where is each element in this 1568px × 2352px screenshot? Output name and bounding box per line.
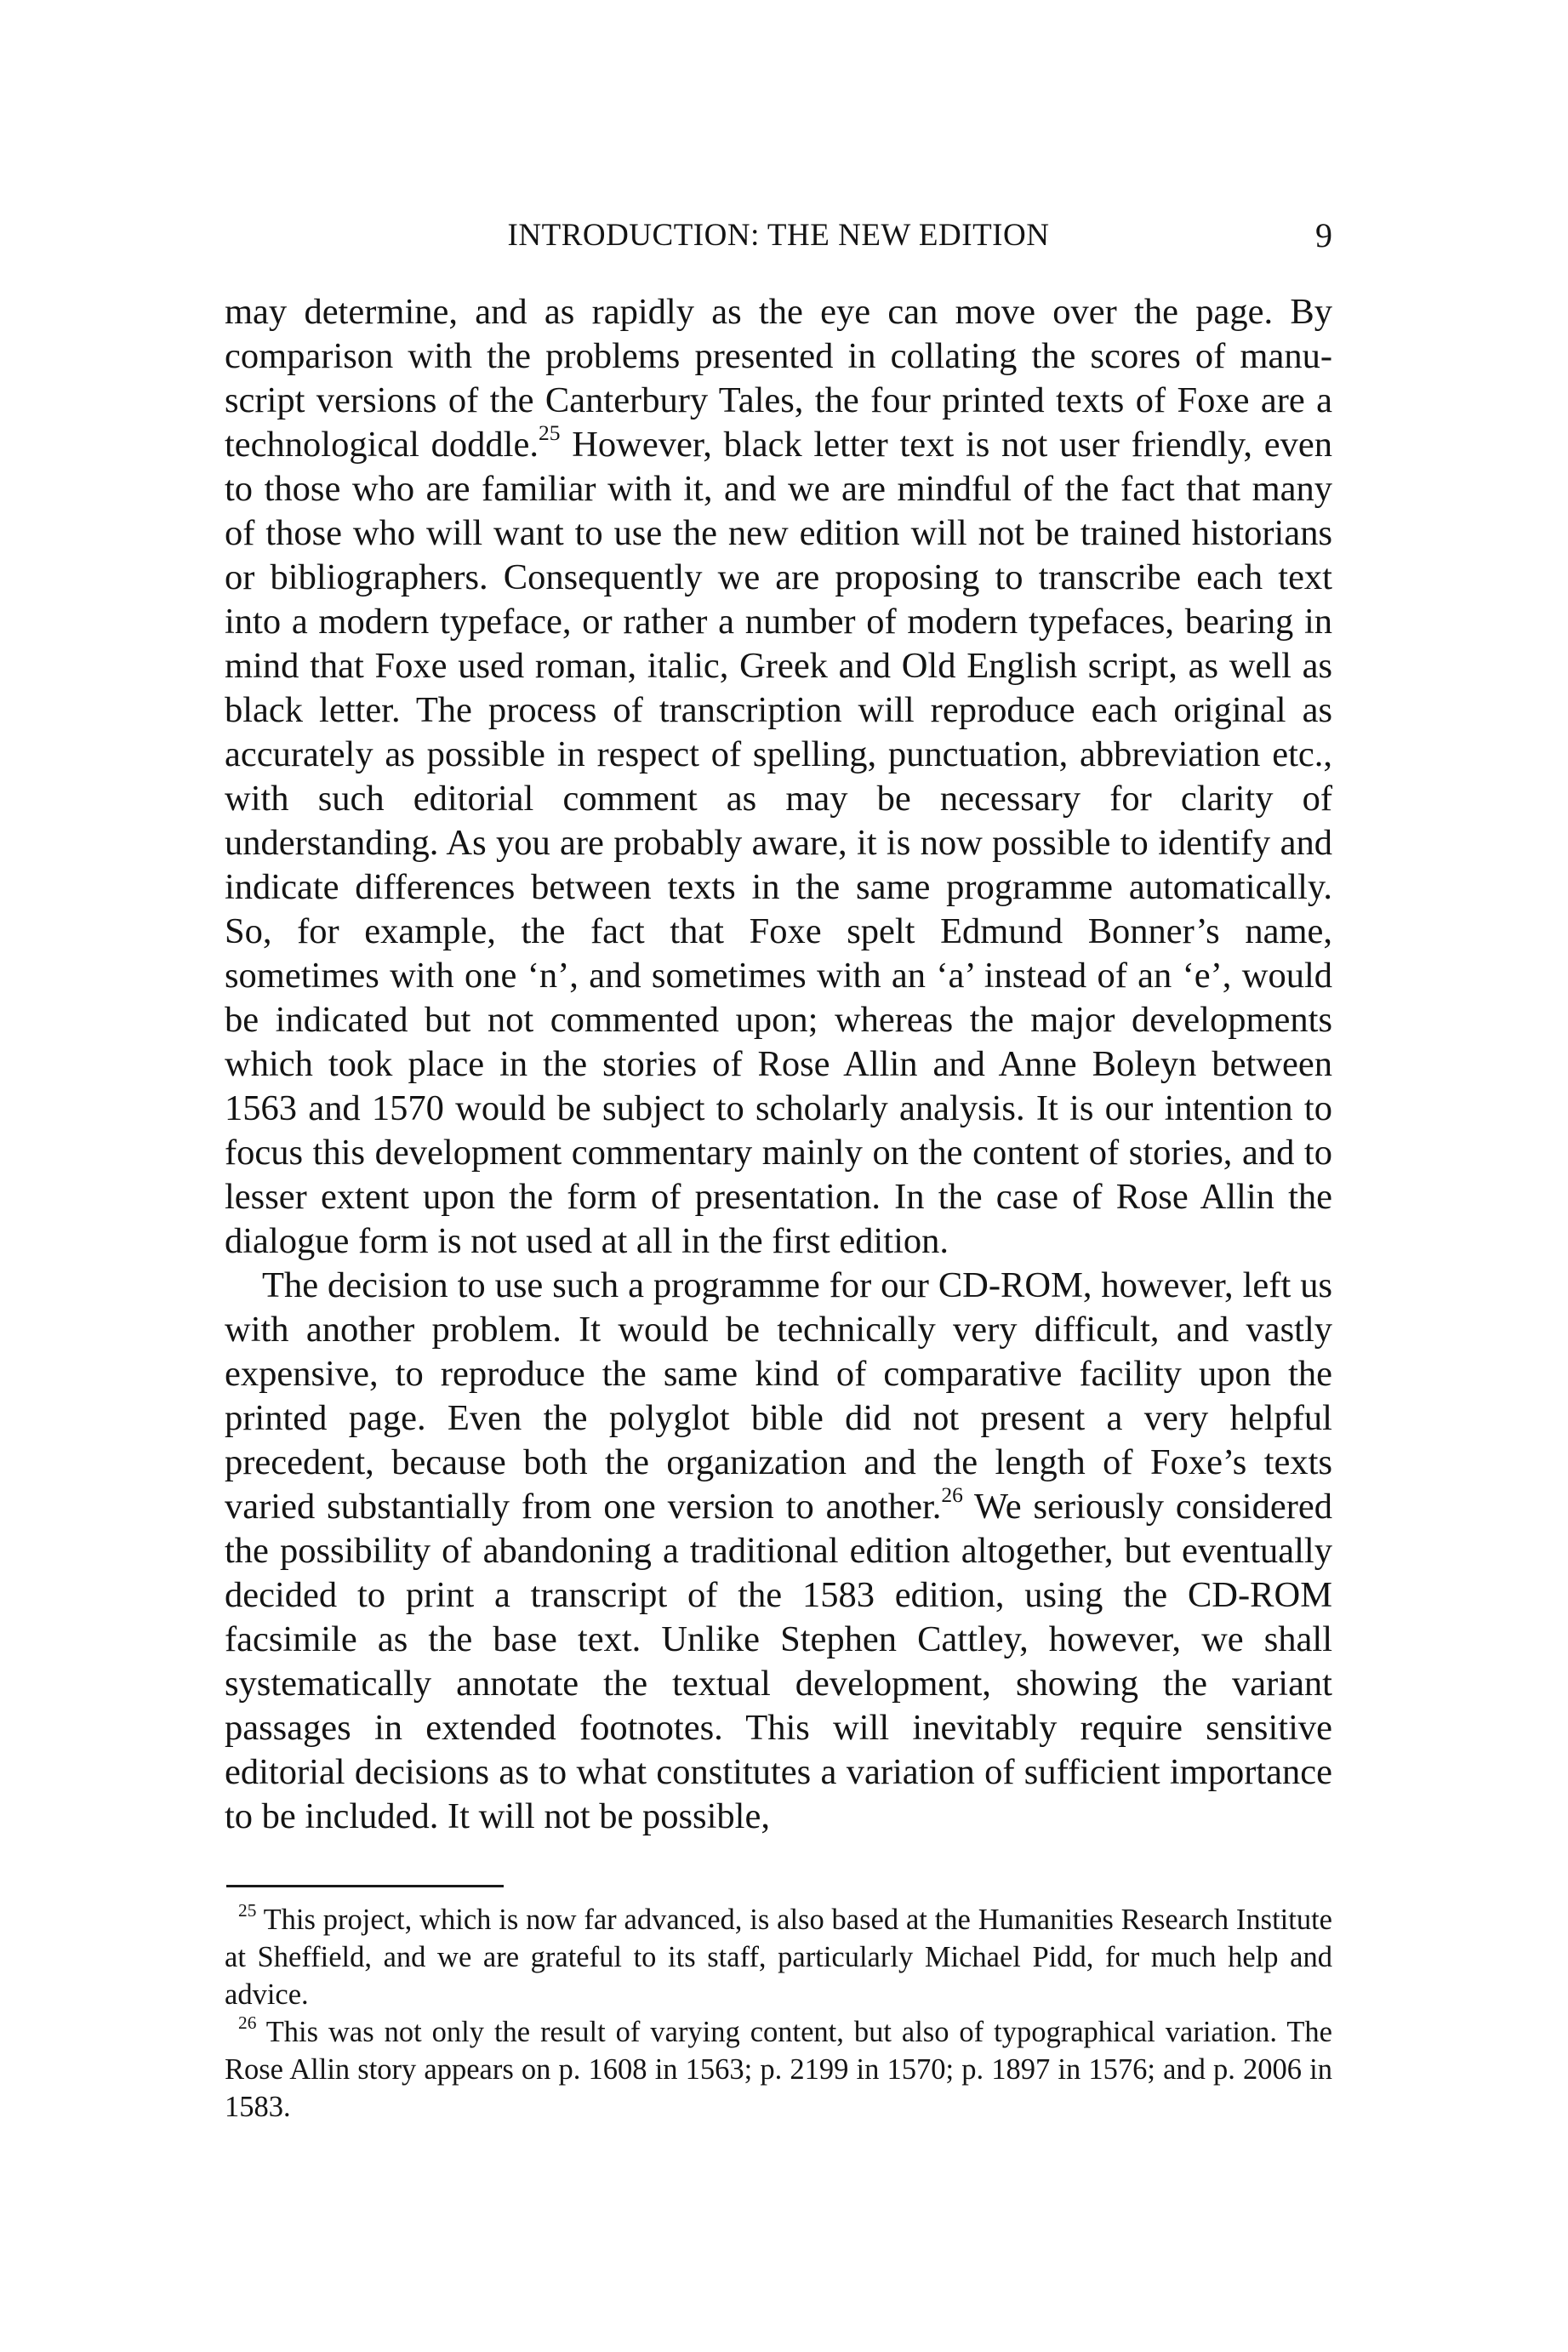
- footnote-25-text: This project, which is now far advanced, is also based at the Humanities Research Institute at Sheffield, and we are grateful to its staff, particularly Michael Pidd, for much help and advice.: [225, 1904, 1332, 2011]
- paragraph-2-text-a: The decision to use such a programme for our CD-ROM, however, left us with another problem. It would be technically very difficult, and vastly expensive, to reproduce the same kind of comparative facility upon the printed page. Even the polyglot bible did not present a very helpful precedent, because both the organization and the length of Foxe’s texts varied substantially from one version to another.: [225, 1265, 1332, 1527]
- footnote-ref-25: 25: [538, 420, 561, 445]
- paragraph-2-text-b: We seriously considered the possibility of abandoning a traditional edition altogether, but eventually decided to print a transcript of the 1583 edition, using the CD-ROM facsimile as the base text. Unlike Stephen Cattley, however, we shall systematically annotate the textual development, showing the variant passages in extended footnotes. This will inevitably require sensitive editorial decisions as to what constitutes a variation of sufficient importance to be included. It will not be possible,: [225, 1487, 1332, 1836]
- footnote-26-text: This was not only the result of varying content, but also of typographical variation. The Rose Allin story appears on p. 1608 in 1563; p. 2199 in 1570; p. 1897 in 1576; and p. 2006 in 1583.: [225, 2016, 1332, 2123]
- body-text: [225, 290, 1332, 1839]
- footnotes: [225, 1901, 1332, 2126]
- footnote-25: [225, 1901, 1332, 2013]
- paragraph-1-text-b: However, black letter text is not user friendly, even to those who are familiar with it, and we are mindful of the fact that many of those who will want to use the new edition will not be trained historians or bibliographers. Consequently we are proposing to transcribe each text into a modern typeface, or rather a number of modern typefaces, bearing in mind that Foxe used roman, italic, Greek and Old English script, as well as black letter. The process of transcription will reproduce each original as accurately as possible in respect of spelling, punctuation, abbreviation etc., with such editorial comment as may be necessary for clarity of understanding. As you are probably aware, it is now possible to identify and indicate differences between texts in the same programme automatically. So, for example, the fact that Foxe spelt Edmund Bonner’s name, sometimes with one ‘n’, and sometimes with an ‘a’ instead of an ‘e’, would be indicated but not commented upon; whereas the major developments which took place in the stories of Rose Allin and Anne Boleyn between 1563 and 1570 would be subject to scholarly analysis. It is our intention to focus this development commentary mainly on the content of stories, and to lesser extent upon the form of presentation. In the case of Rose Allin the dialogue form is not used at all in the first edition.: [225, 425, 1333, 1261]
- paragraph-1: [225, 290, 1332, 1264]
- paragraph-1-text-a: may determine, and as rapidly as the eye can move over the page. By comparison with the problems presented in collating the scores of manuscript versions of the Canterbury Tales, the four printed texts of Foxe are a technological doddle.: [225, 292, 1332, 465]
- footnote-ref-26: 26: [941, 1481, 963, 1507]
- page-number: 9: [1315, 216, 1332, 254]
- footnote-25-number: 25: [238, 1900, 257, 1921]
- footnote-26-number: 26: [238, 2012, 257, 2034]
- footnote-divider: [226, 1885, 504, 1887]
- running-title: INTRODUCTION: THE NEW EDITION: [507, 218, 1050, 253]
- paragraph-2: [225, 1264, 1332, 1839]
- running-head: [225, 214, 1332, 257]
- footnote-26: [225, 2013, 1332, 2126]
